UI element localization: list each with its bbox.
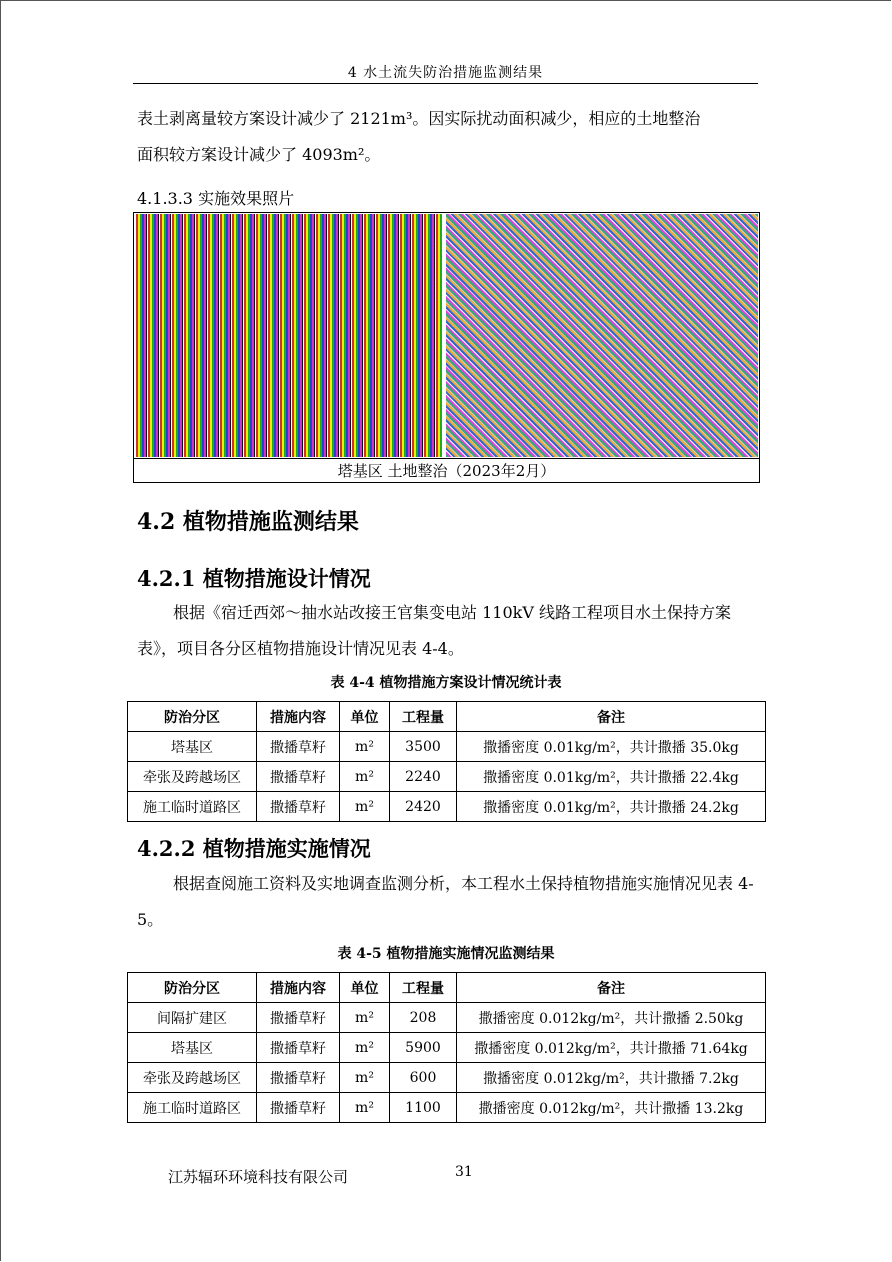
- table-cell: 3500: [390, 732, 457, 762]
- table-cell: m²: [340, 762, 390, 792]
- table-cell: m²: [340, 792, 390, 822]
- paragraph-design: 根据《宿迁西郊～抽水站改接王官集变电站 110kV 线路工程项目水土保持方案表》，项目各分区植物措施设计情况见表 4-4。: [137, 603, 731, 658]
- table-header-row: [128, 973, 766, 1003]
- table-cell: 撒播草籽: [257, 762, 340, 792]
- table-cell: 施工临时道路区: [128, 792, 257, 822]
- table-row: [128, 1063, 766, 1093]
- table-cell: 2240: [390, 762, 457, 792]
- page-number: 31: [455, 1164, 473, 1180]
- table-cell: m²: [340, 1063, 390, 1093]
- table-cell: 牵张及跨越场区: [128, 1063, 257, 1093]
- table-cell: 撒播密度 0.01kg/m²，共计撒播 22.4kg: [457, 762, 766, 792]
- table-row: [128, 732, 766, 762]
- header-rule: [133, 83, 758, 84]
- column-header: 工程量: [390, 973, 457, 1003]
- photo-figure: [133, 212, 760, 483]
- site-photo-right: [446, 214, 758, 457]
- column-header: 防治分区: [128, 702, 257, 732]
- table-cell: 撒播密度 0.01kg/m²，共计撒播 35.0kg: [457, 732, 766, 762]
- table-cell: 撒播草籽: [257, 1063, 340, 1093]
- table-cell: m²: [340, 1093, 390, 1123]
- heading-4-2-1: 4.2.1 植物措施设计情况: [137, 566, 371, 591]
- table-cell: 5900: [390, 1033, 457, 1063]
- paragraph-line: 面积较方案设计减少了 4093m²。: [137, 145, 381, 164]
- table-row: [128, 762, 766, 792]
- table-cell: 施工临时道路区: [128, 1093, 257, 1123]
- table-row: [128, 792, 766, 822]
- section-title-photos: 4.1.3.3 实施效果照片: [137, 189, 295, 208]
- table-row: [128, 1033, 766, 1063]
- table-cell: 600: [390, 1063, 457, 1093]
- column-header: 备注: [457, 702, 766, 732]
- heading-4-2: 4.2 植物措施监测结果: [137, 509, 359, 535]
- photo-caption: 塔基区 土地整治（2023年2月）: [134, 458, 759, 483]
- table-cell: m²: [340, 1003, 390, 1033]
- column-header: 措施内容: [257, 973, 340, 1003]
- table-cell: 牵张及跨越场区: [128, 762, 257, 792]
- table-cell: 撒播草籽: [257, 732, 340, 762]
- table-4-4: [127, 701, 766, 822]
- heading-4-2-2: 4.2.2 植物措施实施情况: [137, 836, 371, 861]
- column-header: 单位: [340, 702, 390, 732]
- paragraph-implementation: 根据查阅施工资料及实地调查监测分析，本工程水土保持植物措施实施情况见表 4-5。: [137, 874, 754, 929]
- table-header-row: [128, 702, 766, 732]
- column-header: 工程量: [390, 702, 457, 732]
- table-cell: 撒播草籽: [257, 1033, 340, 1063]
- table-cell: 撒播密度 0.012kg/m²，共计撒播 71.64kg: [457, 1033, 766, 1063]
- column-header: 备注: [457, 973, 766, 1003]
- table-cell: 间隔扩建区: [128, 1003, 257, 1033]
- table-row: [128, 1003, 766, 1033]
- site-photo-left: [136, 214, 442, 457]
- table-4-4-caption: 表 4-4 植物措施方案设计情况统计表: [330, 675, 562, 691]
- table-cell: 208: [390, 1003, 457, 1033]
- column-header: 单位: [340, 973, 390, 1003]
- column-header: 防治分区: [128, 973, 257, 1003]
- table-cell: 撒播草籽: [257, 1003, 340, 1033]
- table-cell: 撒播草籽: [257, 792, 340, 822]
- table-cell: m²: [340, 1033, 390, 1063]
- table-cell: 塔基区: [128, 732, 257, 762]
- table-cell: m²: [340, 732, 390, 762]
- table-cell: 1100: [390, 1093, 457, 1123]
- table-4-5: [127, 972, 766, 1123]
- running-header: 4 水土流失防治措施监测结果: [347, 65, 544, 81]
- table-cell: 撒播密度 0.012kg/m²，共计撒播 2.50kg: [457, 1003, 766, 1033]
- table-row: [128, 1093, 766, 1123]
- table-cell: 撒播密度 0.01kg/m²，共计撒播 24.2kg: [457, 792, 766, 822]
- paragraph-line: 表土剥离量较方案设计减少了 2121m³。因实际扰动面积减少，相应的土地整治: [137, 109, 701, 128]
- table-cell: 撒播密度 0.012kg/m²，共计撒播 13.2kg: [457, 1093, 766, 1123]
- footer-company: 江苏辐环环境科技有限公司: [168, 1168, 349, 1186]
- table-cell: 撒播密度 0.012kg/m²，共计撒播 7.2kg: [457, 1063, 766, 1093]
- table-4-5-caption: 表 4-5 植物措施实施情况监测结果: [337, 946, 555, 962]
- table-cell: 塔基区: [128, 1033, 257, 1063]
- paragraph-surface-soil: [137, 101, 761, 173]
- table-cell: 撒播草籽: [257, 1093, 340, 1123]
- table-cell: 2420: [390, 792, 457, 822]
- column-header: 措施内容: [257, 702, 340, 732]
